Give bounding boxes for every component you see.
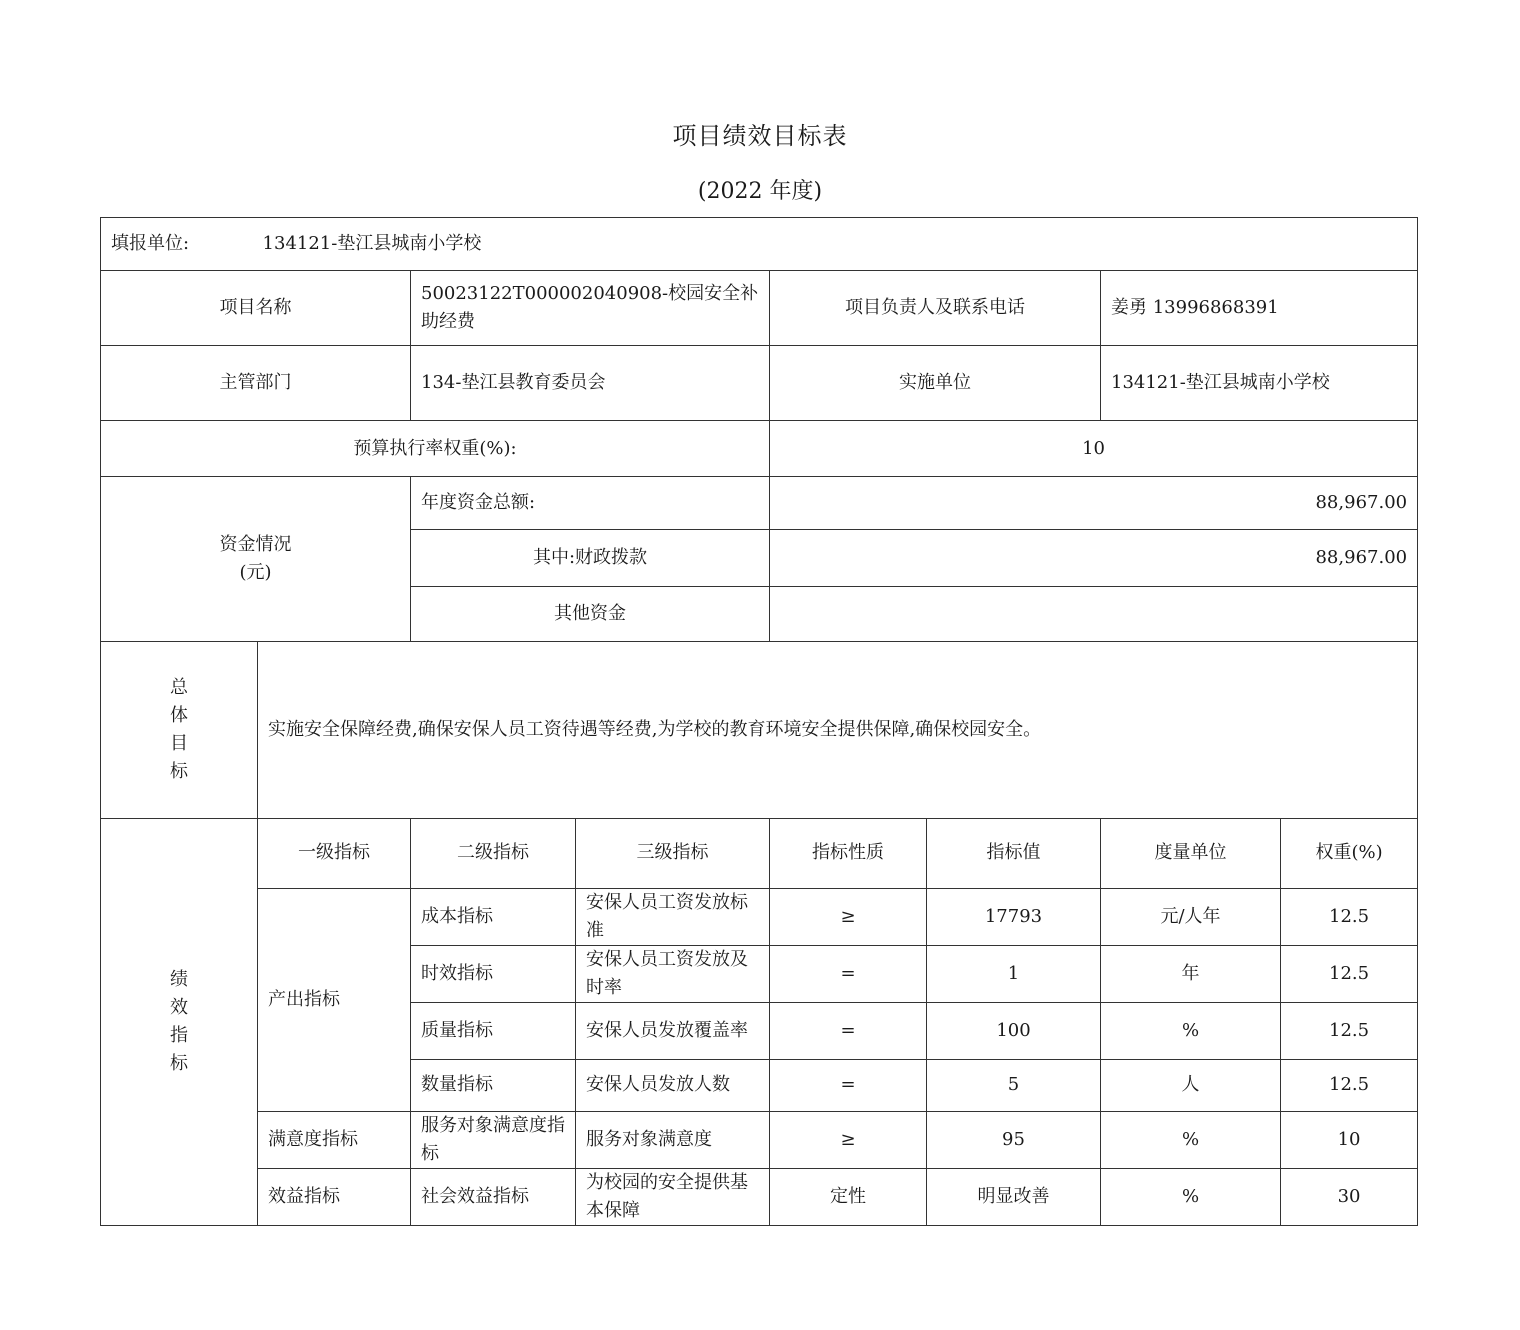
dept-label: 主管部门 [101,346,411,421]
indicator-level3: 为校园的安全提供基本保障 [576,1168,770,1225]
indicator-value: 5 [927,1059,1101,1111]
indicator-unit: 元/人年 [1101,888,1281,945]
project-name-row [101,271,1418,346]
indicator-level3: 安保人员发放人数 [576,1059,770,1111]
funds-total-row [101,477,1418,530]
indicators-label-char: 标 [170,1052,188,1074]
indicator-level2: 成本指标 [411,888,576,945]
funds-total-value: 88,967.00 [770,477,1418,530]
header-weight: 权重(%) [1281,818,1418,888]
indicators-label-char: 效 [170,996,188,1018]
indicator-level3: 安保人员发放覆盖率 [576,1002,770,1059]
overall-goal-char: 体 [170,704,188,726]
indicator-unit: 年 [1101,945,1281,1002]
indicator-level3: 安保人员工资发放标准 [576,888,770,945]
indicator-weight: 12.5 [1281,1002,1418,1059]
indicator-nature: = [770,945,927,1002]
table-row [101,1168,1418,1225]
indicator-unit: 人 [1101,1059,1281,1111]
header-unit: 度量单位 [1101,818,1281,888]
report-unit-row [101,218,1418,271]
funds-label-line2: (元) [239,562,272,584]
indicator-level2: 质量指标 [411,1002,576,1059]
funds-fiscal-label: 其中:财政拨款 [411,530,770,587]
impl-unit-label: 实施单位 [770,346,1101,421]
indicator-level2: 服务对象满意度指标 [411,1111,576,1168]
indicator-level1: 产出指标 [258,888,411,1111]
table-row [101,888,1418,945]
overall-goal-label [101,642,258,818]
indicators-label-char: 绩 [170,968,188,990]
funds-other-label: 其他资金 [411,587,770,642]
overall-goal-char: 总 [170,676,188,698]
indicator-value: 明显改善 [927,1168,1101,1225]
indicators-label-char: 指 [170,1024,188,1046]
indicator-header-row [101,818,1418,888]
indicator-level2: 数量指标 [411,1059,576,1111]
header-level1: 一级指标 [258,818,411,888]
indicator-level2: 时效指标 [411,945,576,1002]
indicator-value: 17793 [927,888,1101,945]
indicator-weight: 30 [1281,1168,1418,1225]
funds-label-line1: 资金情况 [219,534,292,556]
indicator-weight: 10 [1281,1111,1418,1168]
indicator-level3: 安保人员工资发放及时率 [576,945,770,1002]
header-nature: 指标性质 [770,818,927,888]
budget-rate-label: 预算执行率权重(%): [101,421,770,477]
indicator-weight: 12.5 [1281,945,1418,1002]
dept-row [101,346,1418,421]
indicator-nature: ≥ [770,888,927,945]
budget-rate-row [101,421,1418,477]
page-title: 项目绩效目标表 [672,122,848,150]
funds-other-value [770,587,1418,642]
indicator-weight: 12.5 [1281,1059,1418,1111]
indicator-level1: 效益指标 [258,1168,411,1225]
indicator-unit: % [1101,1168,1281,1225]
header-level2: 二级指标 [411,818,576,888]
overall-goal-text: 实施安全保障经费,确保安保人员工资待遇等经费,为学校的教育环境安全提供保障,确保校园安全。 [258,642,1418,818]
indicator-unit: % [1101,1111,1281,1168]
performance-table-container [100,217,1417,1226]
report-unit-cell [101,218,1418,271]
indicators-label [101,818,258,1225]
header-value: 指标值 [927,818,1101,888]
overall-goal-row [101,642,1418,818]
indicator-unit: % [1101,1002,1281,1059]
overall-goal-char: 目 [170,732,188,754]
funds-fiscal-value: 88,967.00 [770,530,1418,587]
performance-table [100,217,1418,1226]
project-contact-label: 项目负责人及联系电话 [770,271,1101,346]
table-row [101,1111,1418,1168]
impl-unit-value: 134121-垫江县城南小学校 [1101,346,1418,421]
dept-value: 134-垫江县教育委员会 [411,346,770,421]
project-name-value: 50023122T000002040908-校园安全补助经费 [411,271,770,346]
indicator-level1: 满意度指标 [258,1111,411,1168]
funds-total-label: 年度资金总额: [411,477,770,530]
indicator-nature: ≥ [770,1111,927,1168]
indicator-value: 1 [927,945,1101,1002]
report-unit-value: 134121-垫江县城南小学校 [262,233,482,255]
project-contact-value: 姜勇 13996868391 [1101,271,1418,346]
header-level3: 三级指标 [576,818,770,888]
project-name-label: 项目名称 [101,271,411,346]
overall-goal-char: 标 [170,760,188,782]
indicator-level3: 服务对象满意度 [576,1111,770,1168]
budget-rate-value: 10 [770,421,1418,477]
indicator-nature: = [770,1002,927,1059]
indicator-nature: = [770,1059,927,1111]
indicator-value: 100 [927,1002,1101,1059]
page-subtitle: (2022 年度) [697,179,823,204]
indicator-weight: 12.5 [1281,888,1418,945]
funds-label [101,477,411,642]
indicator-nature: 定性 [770,1168,927,1225]
report-unit-label: 填报单位: [111,233,190,255]
indicator-level2: 社会效益指标 [411,1168,576,1225]
indicator-value: 95 [927,1111,1101,1168]
